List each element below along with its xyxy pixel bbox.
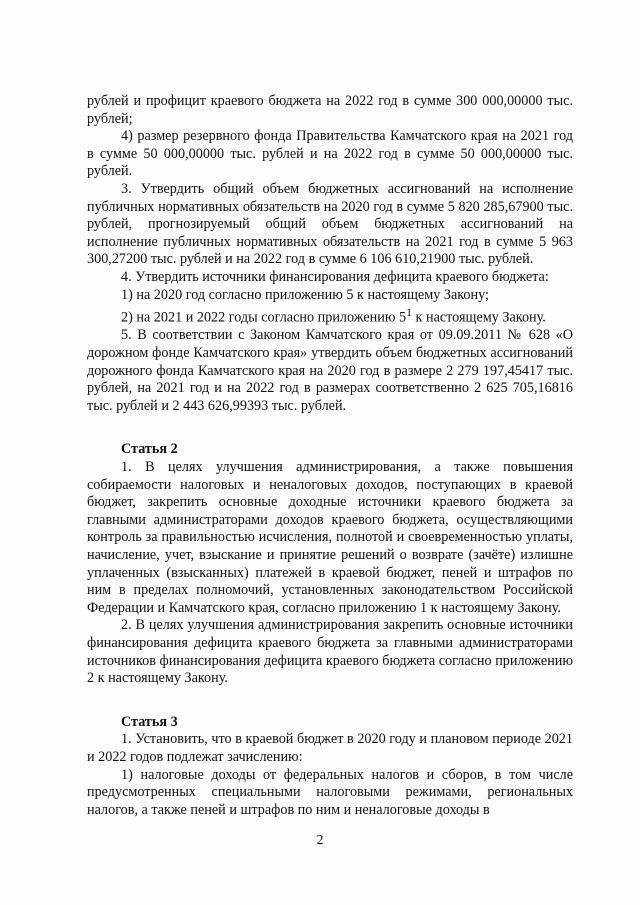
paragraph-surplus-2022: рублей и профицит краевого бюджета на 2022 год в сумме 300 000,00000 тыс. рублей; <box>87 93 573 127</box>
article-2-paragraph-1: 1. В целях улучшения администрирования, а также повышения собираемости налоговых и неналоговых доходов, поступающих в краевой бюджет, закрепить основные доходные источники краевого бюджета за главными администраторами доходов краевого бюджета, осуществляющими контроль за правильностью исчисления, полнотой и своевременностью уплаты, начисление, учет, взыскание и принятие решений о возврате (зачёте) излишне уплаченных (взысканных) платежей в краевой бюджет, пеней и штрафов по ним в пределах полномочий, установленных законодательством Российской Федерации и Камчатского края, согласно приложению 1 к настоящему Закону. <box>87 459 573 616</box>
text-fragment: к настоящему Закону. <box>412 309 546 326</box>
article-3-paragraph-2: 1) налоговые доходы от федеральных налогов и сборов, в том числе предусмотренных специальными налоговыми режимами, региональных налогов, а также пеней и штрафов по ним и неналоговые доходы в <box>87 766 573 818</box>
paragraph-deficit-sources: 4. Утвердить источники финансирования дефицита краевого бюджета: <box>121 268 549 285</box>
page-number: 2 <box>316 833 324 848</box>
paragraph-deficit-2021-2022 <box>87 304 573 327</box>
paragraph-road-fund: 5. В соответствии с Законом Камчатского края от 09.09.2011 № 628 «О дорожном фонде Камчатского края» утвердить объем бюджетных ассигнований дорожного фонда Камчатского края на 2020 год в размере 2 279 197,45417 тыс. рублей, на 2021 год и на 2022 год в размерах соответственно 2 625 705,16816 тыс. рублей и 2 443 626,99393 тыс. рублей. <box>87 327 573 414</box>
superscript: 1 <box>406 305 412 320</box>
paragraph-deficit-2020: 1) на 2020 год согласно приложению 5 к настоящему Закону; <box>121 286 489 303</box>
article-2-heading: Статья 2 <box>121 441 178 458</box>
paragraph-public-obligations: 3. Утвердить общий объем бюджетных ассигнований на исполнение публичных нормативных обязательств на 2020 год в сумме 5 820 285,67900 тыс. рублей, прогнозируемый общий объем бюджетных ассигнований на исполнение публичных нормативных обязательств на 2021 год в сумме 5 963 300,27200 тыс. рублей и на 2022 год в сумме 6 106 610,21900 тыс. рублей. <box>87 180 573 268</box>
paragraph-reserve-fund: 4) размер резервного фонда Правительства Камчатского края на 2021 год в сумме 50 000,00000 тыс. рублей и на 2022 год в сумме 50 000,00000 тыс. рублей. <box>87 128 573 180</box>
article-3-paragraph-1: 1. Установить, что в краевой бюджет в 2020 году и плановом периоде 2021 и 2022 годов подлежат зачислению: <box>87 731 573 765</box>
article-2-paragraph-2: 2. В целях улучшения администрирования закрепить основные источники финансирования дефицита краевого бюджета за главными администраторами источников финансирования дефицита краевого бюджета согласно приложению 2 к настоящему Закону. <box>87 617 573 687</box>
text-fragment: 2) на 2021 и 2022 годы согласно приложению 5 <box>121 309 407 326</box>
article-3-heading: Статья 3 <box>121 713 178 730</box>
document-body <box>87 93 573 819</box>
